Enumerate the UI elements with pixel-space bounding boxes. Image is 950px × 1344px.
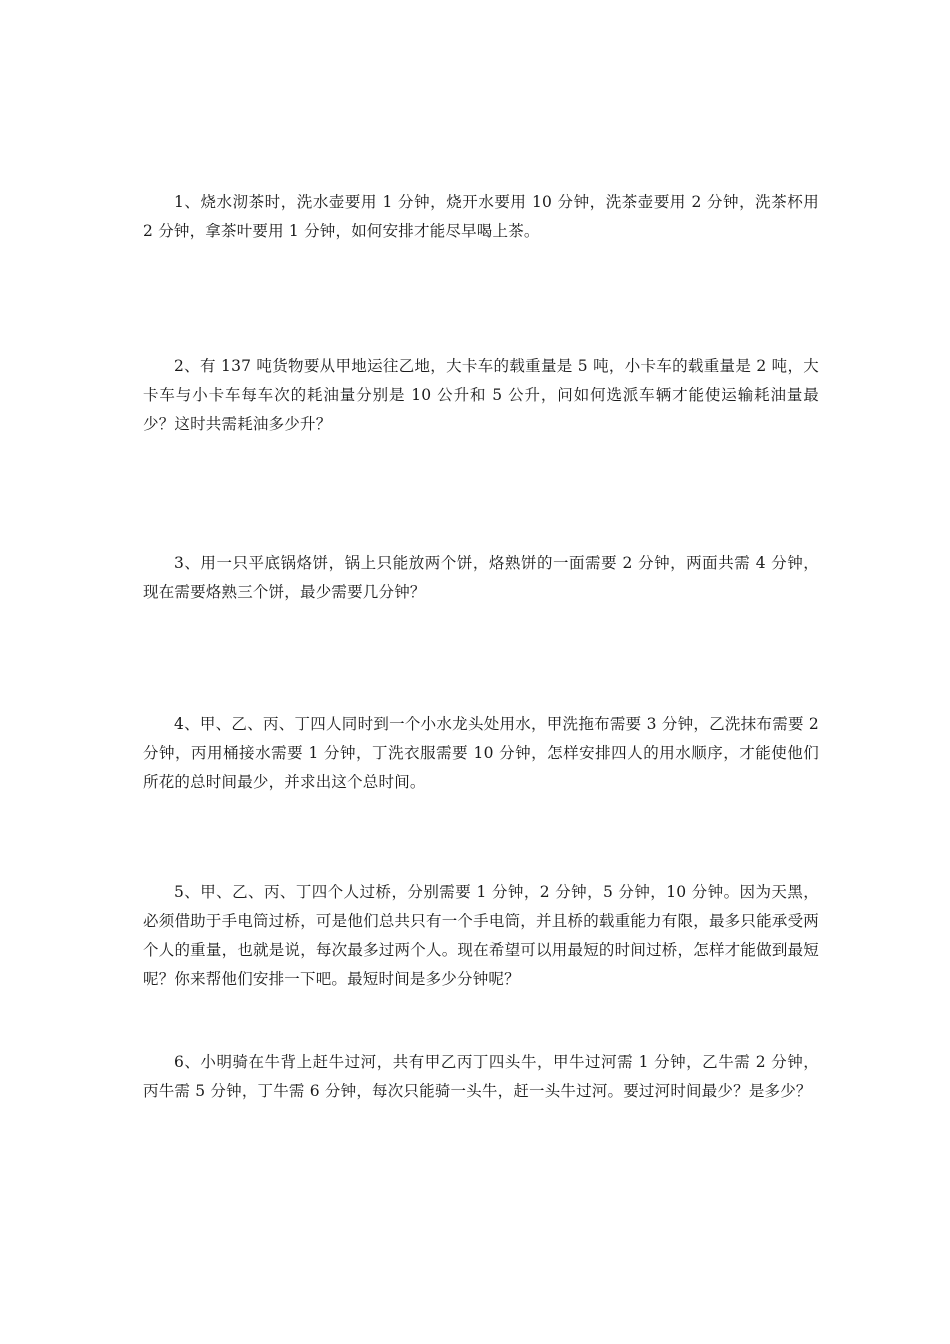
problem-3: 3、用一只平底锅烙饼，锅上只能放两个饼，烙熟饼的一面需要 2 分钟，两面共需 4 分钟，现在需要烙熟三个饼，最少需要几分钟？ <box>143 554 819 601</box>
problem-2: 2、有 137 吨货物要从甲地运往乙地，大卡车的载重量是 5 吨，小卡车的载重量是 2 吨，大卡车与小卡车每车次的耗油量分别是 10 公升和 5 公升，问如何选派车辆才能使运输耗油量最少？这时共需耗油多少升？ <box>143 357 819 433</box>
problem-6: 6、小明骑在牛背上赶牛过河，共有甲乙丙丁四头牛，甲牛过河需 1 分钟，乙牛需 2 分钟，丙牛需 5 分钟，丁牛需 6 分钟，每次只能骑一头牛，赶一头牛过河。要过河时间最少？是多少？ <box>143 1053 819 1100</box>
problem-5: 5、甲、乙、丙、丁四个人过桥，分别需要 1 分钟，2 分钟，5 分钟，10 分钟。因为天黑，必须借助于手电筒过桥，可是他们总共只有一个手电筒，并且桥的载重能力有限，最多只能承受两个人的重量，也就是说，每次最多过两个人。现在希望可以用最短的时间过桥，怎样才能做到最短呢？你来帮他们安排一下吧。最短时间是多少分钟呢？ <box>143 883 819 988</box>
problem-1: 1、烧水沏茶时，洗水壶要用 1 分钟，烧开水要用 10 分钟，洗茶壶要用 2 分钟，洗茶杯用 2 分钟，拿茶叶要用 1 分钟，如何安排才能尽早喝上茶。 <box>143 193 819 240</box>
problem-4: 4、甲、乙、丙、丁四人同时到一个小水龙头处用水，甲洗拖布需要 3 分钟，乙洗抹布需要 2 分钟，丙用桶接水需要 1 分钟，丁洗衣服需要 10 分钟，怎样安排四人的用水顺序，才能使他们所花的总时间最少，并求出这个总时间。 <box>143 715 819 791</box>
